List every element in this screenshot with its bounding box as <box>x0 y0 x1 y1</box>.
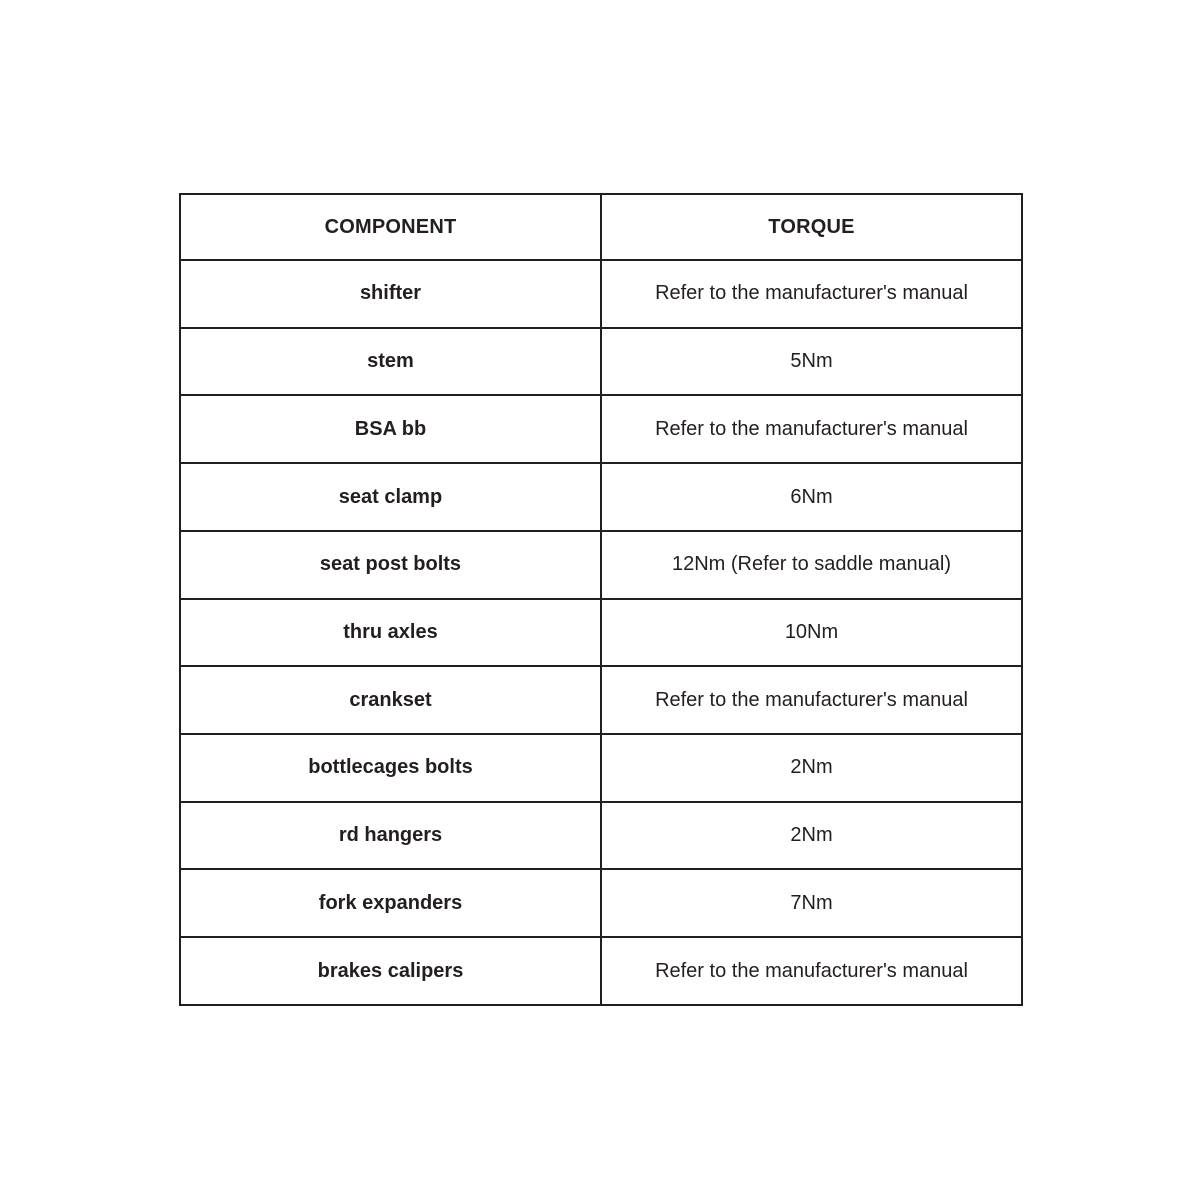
component-cell: seat clamp <box>180 463 601 531</box>
table-row <box>180 463 1022 531</box>
table-row <box>180 531 1022 599</box>
table-row <box>180 599 1022 667</box>
table-header-row <box>180 194 1022 260</box>
torque-cell: 2Nm <box>601 802 1022 870</box>
component-cell: brakes calipers <box>180 937 601 1005</box>
torque-cell: Refer to the manufacturer's manual <box>601 395 1022 463</box>
table-row <box>180 328 1022 396</box>
table-row <box>180 395 1022 463</box>
component-cell: crankset <box>180 666 601 734</box>
component-cell: thru axles <box>180 599 601 667</box>
torque-cell: 6Nm <box>601 463 1022 531</box>
table-row <box>180 734 1022 802</box>
table-row <box>180 869 1022 937</box>
torque-cell: 5Nm <box>601 328 1022 396</box>
torque-cell: Refer to the manufacturer's manual <box>601 937 1022 1005</box>
component-cell: bottlecages bolts <box>180 734 601 802</box>
component-cell: seat post bolts <box>180 531 601 599</box>
torque-table-container <box>179 193 1021 1006</box>
header-component: COMPONENT <box>180 194 601 260</box>
torque-cell: 2Nm <box>601 734 1022 802</box>
table-row <box>180 666 1022 734</box>
component-cell: BSA bb <box>180 395 601 463</box>
torque-cell: 7Nm <box>601 869 1022 937</box>
component-cell: stem <box>180 328 601 396</box>
torque-table <box>179 193 1023 1006</box>
component-cell: rd hangers <box>180 802 601 870</box>
component-cell: shifter <box>180 260 601 328</box>
table-row <box>180 937 1022 1005</box>
torque-cell: 12Nm (Refer to saddle manual) <box>601 531 1022 599</box>
table-row <box>180 260 1022 328</box>
torque-cell: Refer to the manufacturer's manual <box>601 666 1022 734</box>
torque-cell: Refer to the manufacturer's manual <box>601 260 1022 328</box>
table-row <box>180 802 1022 870</box>
component-cell: fork expanders <box>180 869 601 937</box>
header-torque: TORQUE <box>601 194 1022 260</box>
torque-cell: 10Nm <box>601 599 1022 667</box>
